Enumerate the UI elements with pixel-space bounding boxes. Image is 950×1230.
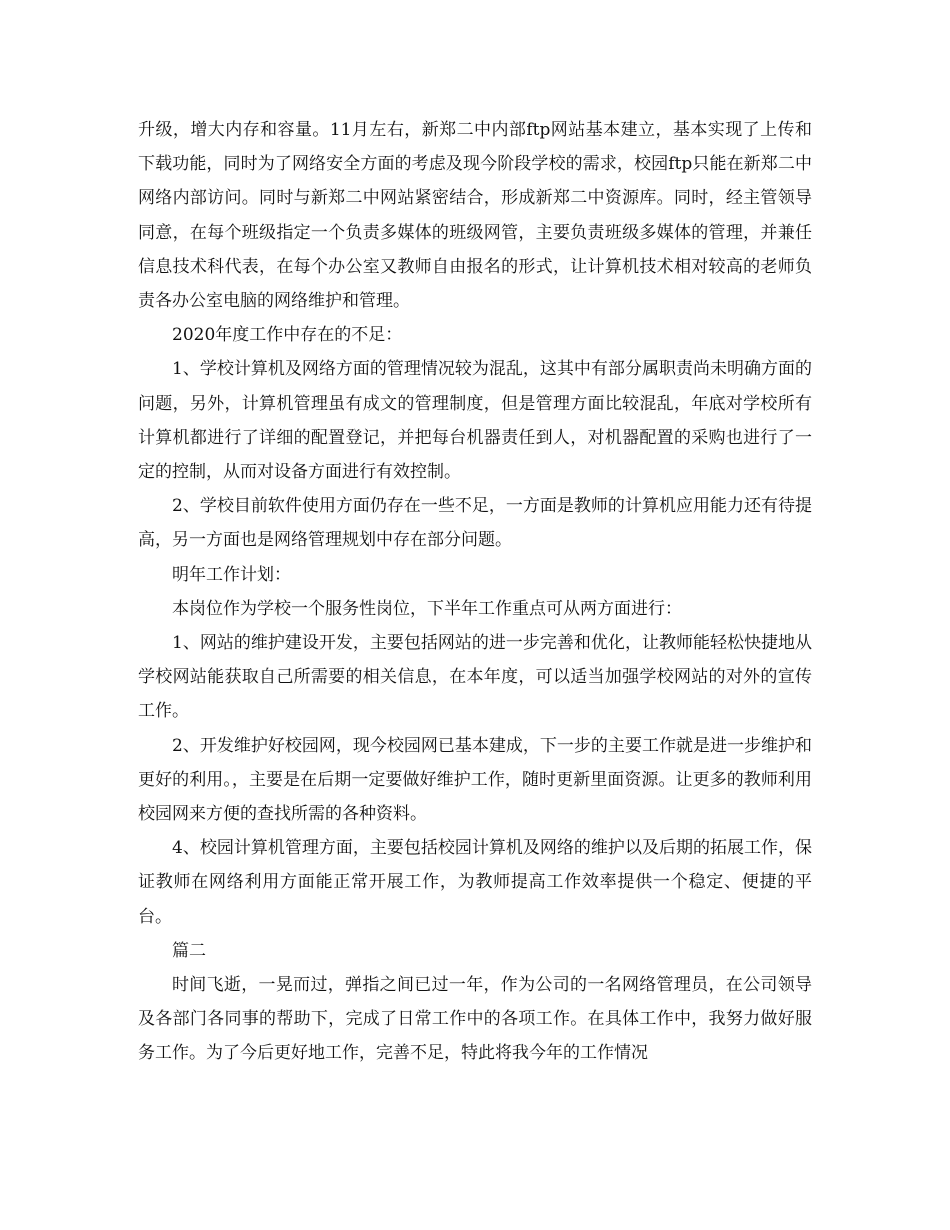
paragraph-9: 4、校园计算机管理方面，主要包括校园计算机及网络的维护以及后期的拓展工作，保证教师在网络利用方面能正常开展工作，为教师提高工作效率提供一个稳定、便捷的平台。: [138, 838, 812, 927]
paragraph-2: 2020年度工作中存在的不足：: [172, 325, 403, 346]
paragraph-10: 篇二: [172, 940, 206, 961]
paragraph-3: 1、学校计算机及网络方面的管理情况较为混乱，这其中有部分属职责尚未明确方面的问题，另外，计算机管理虽有成文的管理制度，但是管理方面比较混乱，年底对学校所有计算机都进行了详细的配置登记，并把每台机器责任到人，对机器配置的采购也进行了一定的控制，从而对设备方面进行有效控制。: [138, 359, 812, 483]
paragraph-6: 本岗位作为学校一个服务性岗位，下半年工作重点可从两方面进行：: [172, 598, 682, 619]
paragraph-11: 时间飞逝，一晃而过，弹指之间已过一年，作为公司的一名网络管理员，在公司领导及各部门各同事的帮助下，完成了日常工作中的各项工作。在具体工作中，我努力做好服务工作。为了今后更好地工作，完善不足，特此将我今年的工作情况: [138, 975, 812, 1064]
document-body: [138, 113, 812, 1071]
paragraph-1: 升级，增大内存和容量。11月左右，新郑二中内部ftp网站基本建立，基本实现了上传和下载功能，同时为了网络安全方面的考虑及现今阶段学校的需求，校园ftp只能在新郑二中网络内部访问。同时与新郑二中网站紧密结合，形成新郑二中资源库。同时，经主管领导同意，在每个班级指定一个负责多媒体的班级网管，主要负责班级多媒体的管理，并兼任信息技术科代表，在每个办公室又教师自由报名的形式，让计算机技术相对较高的老师负责各办公室电脑的网络维护和管理。: [138, 120, 812, 312]
paragraph-4: 2、学校目前软件使用方面仍存在一些不足，一方面是教师的计算机应用能力还有待提高，另一方面也是网络管理规划中存在部分问题。: [138, 496, 812, 551]
paragraph-8: 2、开发维护好校园网，现今校园网已基本建成，下一步的主要工作就是进一步维护和更好的利用。，主要是在后期一定要做好维护工作，随时更新里面资源。让更多的教师利用校园网来方便的查找所需的各种资料。: [138, 735, 812, 825]
paragraph-7: 1、网站的维护建设开发，主要包括网站的进一步完善和优化，让教师能轻松快捷地从学校网站能获取自己所需要的相关信息，在本年度，可以适当加强学校网站的对外的宣传工作。: [138, 633, 812, 722]
paragraph-5: 明年工作计划：: [172, 564, 291, 585]
